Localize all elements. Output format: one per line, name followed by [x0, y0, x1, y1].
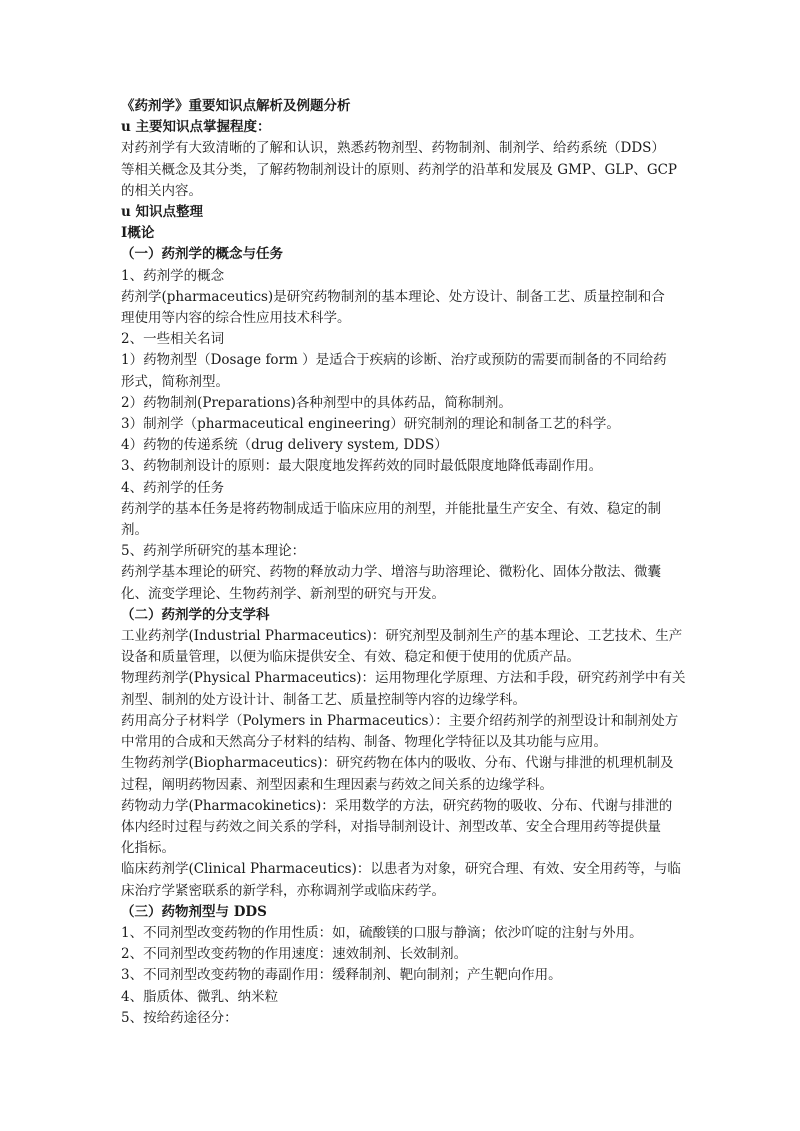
text-line: 设备和质量管理，以便为临床提供安全、有效、稳定和便于使用的优质产品。 [121, 649, 580, 666]
text-line: 3）制剂学（pharmaceutical engineering）研究制剂的理论和制备工艺的科学。 [121, 416, 620, 433]
text-line: 临床药剂学(Clinical Pharmaceutics)：以患者为对象，研究合理、有效、安全用药等，与临 [121, 861, 681, 878]
text-line: 剂型、制剂的处方设计计、制备工艺、质量控制等内容的边缘学科。 [121, 691, 526, 708]
text-line: 3、不同剂型改变药物的毒副作用：缓释制剂、靶向制剂；产生靶向作用。 [121, 967, 562, 984]
section-heading: 《药剂学》重要知识点解析及例题分析 [121, 98, 351, 114]
section-heading: u 知识点整理 [121, 204, 204, 221]
text-line: 4、脂质体、微乳、纳米粒 [121, 988, 279, 1005]
document-page [121, 96, 691, 1029]
text-line: 5、按给药途径分： [121, 1009, 238, 1026]
text-line: 药剂学基本理论的研究、药物的释放动力学、增溶与助溶理论、微粉化、固体分散法、微囊 [121, 564, 661, 581]
section-heading: （二）药剂学的分支学科 [121, 606, 270, 623]
section-heading: （一）药剂学的概念与任务 [121, 246, 283, 263]
text-line: 药剂学的基本任务是将药物制成适于临床应用的剂型，并能批量生产安全、有效、稳定的制 [121, 500, 661, 517]
text-line: 对药剂学有大致清晰的了解和认识，熟悉药物剂型、药物制剂、制剂学、给药系统（DDS） [121, 140, 665, 157]
text-line: 药剂学(pharmaceutics)是研究药物制剂的基本理论、处方设计、制备工艺、质量控制和合 [121, 288, 665, 305]
text-line: 形式，简称剂型。 [121, 373, 229, 390]
text-line: 等相关概念及其分类，了解药物制剂设计的原则、药剂学的沿革和发展及 GMP、GLP、GCP [121, 161, 678, 178]
text-line: 工业药剂学(Industrial Pharmaceutics)：研究剂型及制剂生产的基本理论、工艺技术、生产 [121, 628, 683, 645]
text-line: 1、不同剂型改变药物的作用性质：如，硫酸镁的口服与静滴；依沙吖啶的注射与外用。 [121, 924, 643, 941]
text-line: 化指标。 [121, 840, 175, 857]
text-line: 理使用等内容的综合性应用技术科学。 [121, 310, 351, 327]
text-line: 2、一些相关名词 [121, 331, 225, 348]
text-line: 剂。 [121, 522, 148, 539]
text-line: 过程，阐明药物因素、剂型因素和生理因素与药效之间关系的边缘学科。 [121, 776, 553, 793]
section-heading: u 主要知识点掌握程度： [121, 119, 271, 136]
text-line: 化、流变学理论、生物药剂学、新剂型的研究与开发。 [121, 585, 445, 602]
text-line: 中常用的合成和天然高分子材料的结构、制备、物理化学特征以及其功能与应用。 [121, 734, 607, 751]
text-line: 体内经时过程与药效之间关系的学科，对指导制剂设计、剂型改革、安全合理用药等提供量 [121, 818, 661, 835]
text-line: 床治疗学紧密联系的新学科，亦称调剂学或临床药学。 [121, 882, 445, 899]
text-line: 3、药物制剂设计的原则：最大限度地发挥药效的同时最低限度地降低毒副作用。 [121, 458, 603, 475]
section-heading: Ⅰ概论 [121, 225, 155, 242]
text-line: 4、药剂学的任务 [121, 479, 225, 496]
section-heading: （三）药物剂型与 DDS [121, 903, 267, 920]
text-line: 1、药剂学的概念 [121, 267, 225, 284]
text-line: 1）药物剂型（Dosage form ）是适合于疾病的诊断、治疗或预防的需要而制备的不同给药 [121, 352, 667, 369]
text-line: 2）药物制剂(Preparations)各种剂型中的具体药品，简称制剂。 [121, 394, 512, 411]
text-line: 5、药剂学所研究的基本理论： [121, 543, 306, 560]
text-line: 物理药剂学(Physical Pharmaceutics)：运用物理化学原理、方法和手段，研究药剂学中有关 [121, 670, 686, 687]
text-line: 4）药物的传递系统（drug delivery system, DDS） [121, 437, 448, 454]
text-line: 2、不同剂型改变药物的作用速度：速效制剂、长效制剂。 [121, 946, 468, 963]
text-line: 药用高分子材料学（Polymers in Pharmaceutics）：主要介绍药剂学的剂型设计和制剂处方 [121, 712, 679, 729]
text-line: 生物药剂学(Biopharmaceutics)：研究药物在体内的吸收、分布、代谢与排泄的机理机制及 [121, 755, 674, 772]
text-line: 药物动力学(Pharmacokinetics)：采用数学的方法，研究药物的吸收、分布、代谢与排泄的 [121, 797, 673, 814]
text-line: 的相关内容。 [121, 182, 202, 199]
